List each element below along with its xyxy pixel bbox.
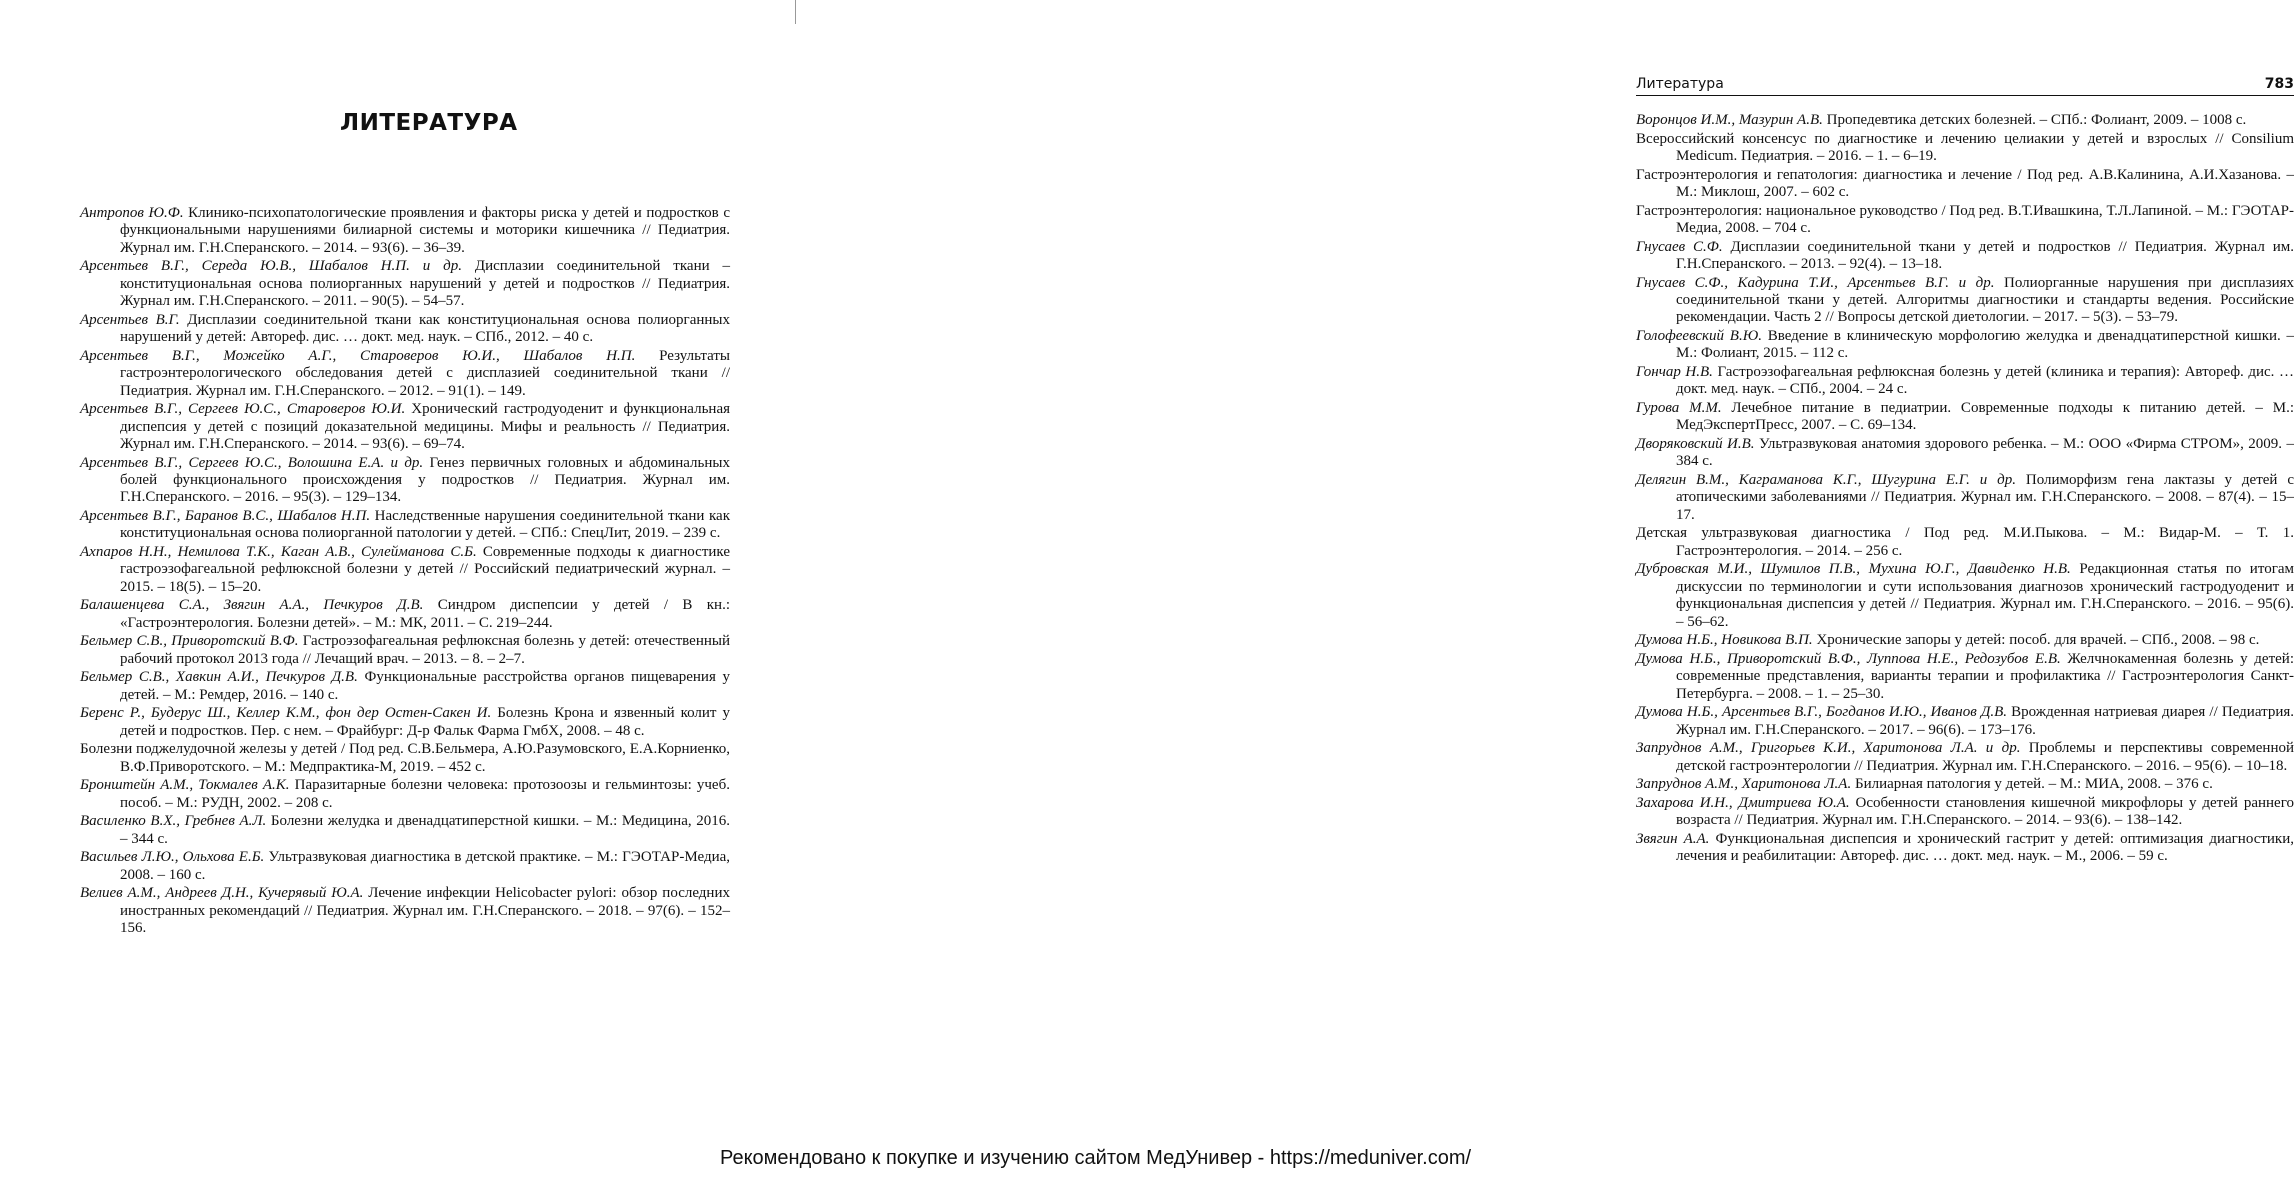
reference-entry	[80, 741, 730, 776]
reference-entry	[80, 258, 730, 310]
reference-entry	[80, 508, 730, 543]
reference-entry	[80, 849, 730, 884]
reference-entry	[1636, 704, 2294, 739]
reference-author: Велиев А.М., Андреев Д.Н., Кучерявый Ю.А.	[80, 885, 364, 902]
running-header	[1636, 76, 2294, 96]
reference-entry	[1636, 328, 2294, 363]
reference-author: Василенко В.Х., Гребнев А.Л.	[80, 813, 267, 830]
right-page	[800, 0, 2294, 1150]
reference-author: Бельмер С.В., Приворотский В.Ф.	[80, 633, 299, 650]
watermark-text: Рекомендовано к покупке и изучению сайтом МедУнивер - https://meduniver.com/	[720, 1147, 1472, 1169]
reference-text: Паразитарные болезни человека: протозоозы и гельминтозы: учеб. пособ. – М.: РУДН, 2002. – 208 с.	[120, 777, 730, 811]
reference-author: Бельмер С.В., Хавкин А.И., Печкуров Д.В.	[80, 669, 358, 686]
reference-text: Полиморфизм гена лактазы у детей с атопическими заболеваниями // Педиатрия. Журнал им. Г.Н.Сперанского. – 2008. – 87(4). – 15–17.	[1676, 472, 2294, 523]
reference-entry	[1636, 776, 2294, 793]
page-title: ЛИТЕРАТУРА	[340, 110, 518, 136]
reference-text: Хронический гастродуоденит и функциональная диспепсия у детей с позиций доказательной медицины. Мифы и реальность // Педиатрия. Журнал им. Г.Н.Сперанского. – 2014. – 93(6). – 69–74.	[120, 401, 730, 453]
reference-author: Беренс Р., Будерус Ш., Келлер К.М., фон дер Остен-Сакен И.	[80, 705, 492, 722]
reference-author: Гнусаев С.Ф., Кадурина Т.И., Арсентьев В.Г. и др.	[1636, 274, 1995, 291]
reference-text: Болезни поджелудочной железы у детей / Под ред. С.В.Бельмера, А.Ю.Разумовского, Е.А.Корниенко, В.Ф.Приворотского. – М.: Медпрактика-М, 2019. – 452 с.	[80, 741, 730, 775]
reference-author: Дворяковский И.В.	[1636, 436, 1755, 452]
reference-text: Наследственные нарушения соединительной ткани как конституциональная основа полиорганной патологии у детей. – СПб.: СпецЛит, 2019. – 239 с.	[120, 508, 730, 542]
reference-entry	[1636, 167, 2294, 202]
reference-entry	[1636, 364, 2294, 399]
reference-text: Лечение инфекции Helicobacter pylori: обзор последних иностранных рекомендаций // Педиатрия. Журнал им. Г.Н.Сперанского. – 2018. – 97(6). – 152–156.	[120, 885, 730, 937]
reference-author: Захарова И.Н., Дмитриева Ю.А.	[1636, 794, 1850, 811]
reference-entry	[1636, 831, 2294, 866]
reference-author: Арсентьев В.Г.	[80, 311, 180, 328]
reference-text: Редакционная статья по итогам дискуссии по терминологии и сути использования диагнозов хронический гастродуоденит и функциональная диспепсия у детей // Педиатрия. Журнал им. Г.Н.Сперанского. – 2016. – 95(6). – 56–62.	[1676, 561, 2294, 630]
reference-author: Арсентьев В.Г., Баранов В.С., Шабалов Н.П.	[80, 508, 371, 525]
reference-entry	[80, 455, 730, 507]
reference-entry	[1636, 561, 2294, 631]
reference-entry	[1636, 275, 2294, 327]
reference-entry	[1636, 239, 2294, 274]
reference-text: Пропедевтика детских болезней. – СПб.: Фолиант, 2009. – 1008 с.	[1822, 112, 2247, 128]
reference-text: Ультразвуковая диагностика в детской практике. – М.: ГЭОТАР-Медиа, 2008. – 160 с.	[120, 849, 731, 883]
reference-entry	[80, 705, 730, 740]
reference-entry	[80, 205, 730, 257]
reference-list-left	[80, 205, 730, 939]
reference-text: Всероссийский консенсус по диагностике и лечению целиакии у детей и взрослых // Consilium Medicum. Педиатрия. – 2016. – 1. – 6–19.	[1636, 130, 2294, 164]
reference-text: Дисплазии соединительной ткани как конституциональная основа полиорганных нарушений у детей: Автореф. дис. … докт. мед. наук. – СПб., 2012. – 40 с.	[120, 311, 730, 346]
reference-text: Хронические запоры у детей: пособ. для врачей. – СПб., 2008. – 98 с.	[1812, 632, 2260, 649]
reference-entry	[80, 633, 730, 668]
reference-author: Балашенцева С.А., Звягин А.А., Печкуров Д.В.	[80, 597, 424, 614]
reference-text: Клинико-психопатологические проявления и факторы риска у детей и подростков с функциональными нарушениями билиарной системы и моторики кишечника // Педиатрия. Журнал им. Г.Н.Сперанского. – 2014. – 93(6). – 36–39.	[120, 205, 730, 256]
reference-author: Ахпаров Н.Н., Немилова Т.К., Каган А.В., Сулейманова С.Б.	[80, 544, 477, 561]
reference-text: Болезни желудка и двенадцатиперстной кишки. – М.: Медицина, 2016. – 344 с.	[120, 813, 730, 847]
reference-entry	[80, 597, 730, 632]
reference-text: Врожденная натриевая диарея // Педиатрия. Журнал им. Г.Н.Сперанского. – 2017. – 96(6). – 173–176.	[1676, 704, 2294, 738]
reference-text: Ультразвуковая анатомия здорового ребенка. – М.: ООО «Фирма СТРОМ», 2009. – 384 с.	[1676, 436, 2294, 470]
reference-text: Дисплазии соединительной ткани – конституциональная основа полиорганных нарушений у детей и подростков // Педиатрия. Журнал им. Г.Н.Сперанского. – 2011. – 90(5). – 54–57.	[120, 258, 730, 310]
reference-author: Гурова М.М.	[1636, 400, 1722, 416]
page-number: 783	[2264, 76, 2294, 92]
reference-text: Гастроэнтерология: национальное руководство / Под ред. В.Т.Ивашкина, Т.Л.Лапиной. – М.: ГЭОТАР-Медиа, 2008. – 704 с.	[1636, 202, 2294, 236]
reference-text: Желчнокаменная болезнь у детей: современные представления, варианты терапии и профилактика // Гастроэнтерология Санкт-Петербурга. – 2008. – 1. – 25–30.	[1676, 650, 2294, 702]
reference-author: Думова Н.Б., Новикова В.П.	[1636, 632, 1813, 649]
reference-text: Полиорганные нарушения при дисплазиях соединительной ткани у детей. Алгоритмы диагностики и стандарты ведения. Российские рекомендации. Часть 2 // Вопросы детской диетологии. – 2017. – 5(3). – 53–79.	[1676, 274, 2294, 326]
reference-author: Запруднов А.М., Григорьев К.И., Харитонова Л.А. и др.	[1636, 740, 2021, 757]
running-title: Литература	[1636, 76, 1724, 92]
reference-text: Введение в клиническую морфологию желудка и двенадцатиперстной кишки. – М.: Фолиант, 2015. – 112 с.	[1676, 328, 2294, 362]
reference-text: Гастроэзофагеальная рефлюксная болезнь у детей: отечественный рабочий протокол 2013 года // Лечащий врач. – 2013. – 8. – 2–7.	[120, 633, 730, 667]
reference-text: Детская ультразвуковая диагностика / Под ред. М.И.Пыкова. – М.: Видар-М. – Т. 1. Гастроэнтерология. – 2014. – 256 с.	[1636, 525, 2294, 559]
reference-author: Арсентьев В.Г., Середа Ю.В., Шабалов Н.П. и др.	[80, 258, 462, 275]
reference-author: Арсентьев В.Г., Сергеев Ю.С., Староверов Ю.И.	[80, 401, 406, 418]
reference-entry	[1636, 472, 2294, 524]
reference-list-right	[1636, 112, 2294, 867]
reference-author: Арсентьев В.Г., Сергеев Ю.С., Волошина Е.А. и др.	[80, 454, 424, 471]
reference-text: Синдром диспепсии у детей / В кн.: «Гастроэнтерология. Болезни детей». – М.: МК, 2011. – С. 219–244.	[120, 597, 730, 631]
reference-author: Арсентьев В.Г., Можейко А.Г., Староверов Ю.И., Шабалов Н.П.	[80, 347, 636, 364]
reference-author: Бронштейн А.М., Токмалев А.К.	[80, 777, 290, 794]
reference-entry	[1636, 740, 2294, 775]
reference-text: Функциональная диспепсия и хронический гастрит у детей: оптимизация диагностики, лечения и реабилитации: Автореф. дис. … докт. мед. наук. – М., 2006. – 59 с.	[1676, 830, 2294, 865]
reference-entry	[80, 312, 730, 347]
reference-text: Генез первичных головных и абдоминальных болей функционального происхождения у подростков // Педиатрия. Журнал им. Г.Н.Сперанского. – 2016. – 95(3). – 129–134.	[120, 454, 730, 506]
page-gutter-line	[795, 0, 796, 24]
reference-entry	[80, 544, 730, 596]
reference-entry	[80, 401, 730, 453]
reference-entry	[1636, 436, 2294, 471]
reference-entry	[80, 348, 730, 400]
reference-entry	[80, 669, 730, 704]
reference-entry	[1636, 400, 2294, 435]
reference-entry	[1636, 131, 2294, 166]
reference-text: Современные подходы к диагностике гастроэзофагеальной рефлюксной болезни у детей // Российский педиатрический журнал. – 2015. – 18(5). – 15–20.	[120, 544, 730, 595]
reference-text: Особенности становления кишечной микрофлоры у детей раннего возраста // Педиатрия. Журнал им. Г.Н.Сперанского. – 2014. – 93(6). – 138–142.	[1676, 794, 2294, 829]
reference-author: Голофеевский В.Ю.	[1636, 328, 1762, 344]
reference-text: Гастроэнтерология и гепатология: диагностика и лечение / Под ред. А.В.Калинина, А.И.Хазанова. – М.: Миклош, 2007. – 602 с.	[1636, 166, 2294, 200]
reference-author: Васильев Л.Ю., Ольхова Е.Б.	[80, 849, 265, 866]
reference-text: Болезнь Крона и язвенный колит у детей и подростков. Пер. с нем. – Фрайбург: Д-р Фальк Фарма ГмбХ, 2008. – 48 с.	[120, 705, 730, 739]
reference-entry	[1636, 112, 2294, 129]
reference-author: Делягин В.М., Каграманова К.Г., Шугурина Е.Г. и др.	[1636, 472, 2017, 488]
reference-entry	[1636, 632, 2294, 649]
reference-author: Запруднов А.М., Харитонова Л.А.	[1636, 776, 1852, 793]
reference-text: Гастроэзофагеальная рефлюксная болезнь у детей (клиника и терапия): Автореф. дис. … докт. мед. наук. – СПб., 2004. – 24 с.	[1676, 364, 2294, 398]
reference-text: Дисплазии соединительной ткани у детей и подростков // Педиатрия. Журнал им. Г.Н.Сперанского. – 2013. – 92(4). – 13–18.	[1676, 238, 2294, 272]
reference-author: Дубровская М.И., Шумилов П.В., Мухина Ю.Г., Давиденко Н.В.	[1636, 561, 2071, 578]
reference-author: Антропов Ю.Ф.	[80, 205, 184, 221]
reference-text: Проблемы и перспективы современной детской гастроэнтерологии // Педиатрия. Журнал им. Г.Н.Сперанского. – 2016. – 95(6). – 10–18.	[1676, 740, 2294, 774]
reference-author: Гнусаев С.Ф.	[1636, 238, 1723, 255]
left-page	[0, 0, 790, 1150]
reference-text: Результаты гастроэнтерологического обследования детей с дисплазией соединительной ткани // Педиатрия. Журнал им. Г.Н.Сперанского. – 2012. – 91(1). – 149.	[120, 347, 730, 399]
reference-entry	[80, 777, 730, 812]
reference-entry	[1636, 795, 2294, 830]
reference-author: Думова Н.Б., Приворотский В.Ф., Луппова Н.Е., Редозубов Е.В.	[1636, 650, 2061, 667]
reference-author: Звягин А.А.	[1636, 830, 1710, 847]
reference-author: Гончар Н.В.	[1636, 364, 1713, 380]
reference-entry	[1636, 203, 2294, 238]
reference-text: Билиарная патология у детей. – М.: МИА, 2008. – 376 с.	[1851, 776, 2213, 793]
reference-author: Думова Н.Б., Арсентьев В.Г., Богданов И.Ю., Иванов Д.В.	[1636, 704, 2008, 721]
reference-author: Воронцов И.М., Мазурин А.В.	[1636, 112, 1823, 128]
reference-entry	[80, 885, 730, 937]
reference-text: Лечебное питание в педиатрии. Современные подходы к питанию детей. – М.: МедЭкспертПресс, 2007. – С. 69–134.	[1676, 400, 2294, 434]
reference-entry	[1636, 651, 2294, 703]
reference-entry	[1636, 525, 2294, 560]
reference-entry	[80, 813, 730, 848]
reference-text: Функциональные расстройства органов пищеварения у детей. – М.: Ремдер, 2016. – 140 с.	[120, 669, 730, 703]
